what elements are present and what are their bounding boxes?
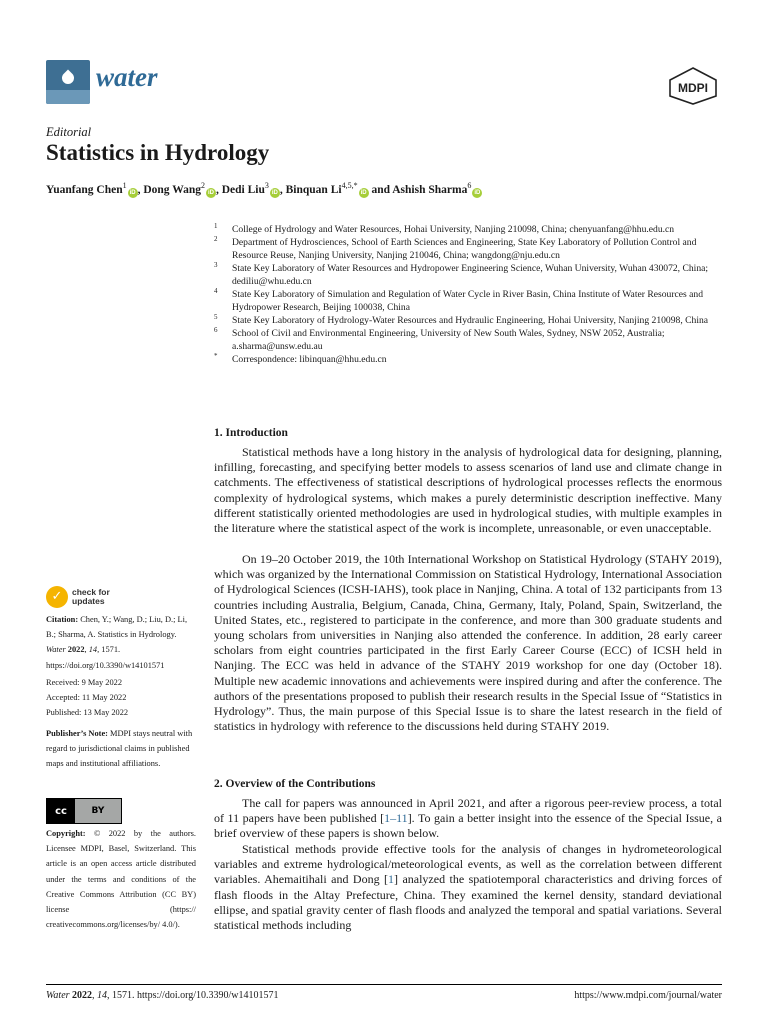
author-name[interactable]: Dedi Liu: [221, 183, 265, 196]
journal-logo: [46, 60, 90, 104]
footer-divider: [46, 984, 722, 985]
footer-citation[interactable]: Water 2022, 14, 1571. https://doi.org/10.3390/w14101571: [46, 990, 279, 1001]
author-separator: ,: [215, 183, 222, 196]
received-date: Received: 9 May 2022: [46, 678, 123, 687]
citation-label: Citation:: [46, 615, 79, 624]
affiliation: [214, 353, 724, 366]
paragraph: [214, 796, 722, 842]
citation-doi[interactable]: , 1571. https://doi.org/10.3390/w14101571: [46, 645, 165, 670]
citation-volume: 14: [88, 645, 98, 655]
date-block: [46, 675, 198, 721]
affiliation-text: College of Hydrology and Water Resources, Hohai University, Nanjing 210098, China; chenyuanfang@hhu.edu.cn: [232, 224, 675, 235]
affiliation-number: 2: [214, 235, 218, 243]
check-updates-label: check for updates: [72, 587, 110, 606]
mdpi-logo-text: MDPI: [678, 81, 708, 95]
orcid-icon[interactable]: iD: [207, 189, 214, 196]
affiliation-text: State Key Laboratory of Simulation and Regulation of Water Cycle in River Basin, China Institute of Water Resources and Hydropower Research, Beijing 100038, China: [232, 289, 704, 313]
paragraph: Statistical methods have a long history in the analysis of hydrological data for designing, planning, infilling, forecasting, and specifying better models to assess scenarios of land use and climate change in catchments. The effectiveness of statistical descriptions of hydrological processes reflects the enormous complexity of hydrological systems, which makes a purely deterministic description ineffective. Many different statistically oriented methodologies are used in hydrological studies, with multiple examples in the literature where the statistical aspect of the work is incomplete, unreasonable, or even unacceptable.: [214, 445, 722, 536]
publisher-note-label: Publisher’s Note:: [46, 729, 108, 738]
author-separator: and: [368, 183, 393, 196]
affiliation-number: 5: [214, 313, 218, 321]
creative-commons-icon: cc: [47, 799, 75, 823]
author-sup: 2: [200, 181, 205, 190]
citation-block: Citation: Chen, Y.; Wang, D.; Liu, D.; Li, B.; Sharma, A. Statistics in Hydrology. Water 2022, 14, 1571. https://doi.org/10.3390/w14101571: [46, 615, 188, 670]
footer-journal: Water: [46, 990, 70, 1001]
copyright-label: Copyright:: [46, 829, 86, 838]
citation-link[interactable]: 1–11: [384, 811, 408, 826]
paragraph: On 19–20 October 2019, the 10th International Workshop on Statistical Hydrology (STAHY 2019), which was organized by the International Commission on Statistical Hydrology, International Association of Hydrological Sciences (ICSH-IAHS), took place in Nanjing, China. A total of 132 participants from 13 countries including Australia, Belgium, Canada, China, Germany, Italy, Poland, Spain, Switzerland, the United States, etc., registered to participate in the conference, and more than 300 graduate students and young scholars from universities in Nanjing also attended the conference. In addition, 28 early career scholars from eight countries participated in the first Early Career Course (ECC) of ICSH held in Nanjing. The ECC was held in advance of the STAHY 2019 workshop for one day (October 18). Multiple new academic innovations and achievements were inspired during and after the conference. The authors of the presentations proposed to publish their research results in the Special Issue of “Statistics in Hydrology”. Thus, the main purpose of this Special Issue is to share the latest research in the field of statistics in hydrology with reference to the discussions held during STAHY 2019.: [214, 552, 722, 734]
citation-link[interactable]: 1: [388, 872, 395, 887]
accepted-date: Accepted: 11 May 2022: [46, 693, 127, 703]
author-name[interactable]: Yuanfang Chen: [46, 183, 123, 196]
publisher-note-text: MDPI stays neutral with regard to jurisdictional claims in published maps and institutional affiliations.: [46, 729, 193, 769]
copyright-block: [46, 826, 196, 932]
citation-journal: Water: [46, 645, 66, 655]
article-type: Editorial: [46, 125, 92, 139]
section-heading: 1. Introduction: [214, 427, 288, 439]
affiliation-list: [214, 223, 724, 366]
author-sup: 4,5,*: [341, 181, 358, 190]
citation-text: Chen, Y.; Wang, D.; Liu, D.; Li, B.; Sharma, A. Statistics in Hydrology.: [46, 615, 188, 640]
paragraph-text: The call for papers was announced in April 2021, and after a rigorous peer-review process, a total of 11 papers have been published [: [214, 796, 722, 826]
citation-year: 2022: [67, 645, 85, 655]
affiliation-text: Correspondence: libinquan@hhu.edu.cn: [232, 354, 387, 365]
orcid-icon[interactable]: iD: [129, 189, 136, 196]
author-name[interactable]: Ashish Sharma: [392, 183, 468, 196]
paragraph-text: Statistical methods provide effective tools for the analysis of changes in hydrometeorological variables and extreme hydrological/meteorological events, as well as the correlation between different variables. Ahemaitihali and Dong [: [214, 842, 722, 887]
mdpi-logo: [666, 66, 720, 106]
footer-year: 2022: [72, 990, 93, 1001]
author-separator: ,: [137, 183, 144, 196]
orcid-icon[interactable]: iD: [360, 189, 367, 196]
author-name[interactable]: Binquan Li: [285, 183, 342, 196]
affiliation-number: 6: [214, 326, 218, 334]
by-attribution-icon: BY: [91, 806, 105, 816]
cc-by-license-badge[interactable]: [46, 798, 122, 824]
affiliation-text: School of Civil and Environmental Engineering, University of New South Wales, Sydney, NSW 2052, Australia; a.sharma@unsw.edu.au: [232, 328, 665, 352]
affiliation-number: 3: [214, 261, 218, 269]
journal-name: water: [96, 62, 158, 92]
published-date: Published: 13 May 2022: [46, 708, 129, 718]
publisher-note: [46, 726, 196, 772]
affiliation: [214, 236, 724, 262]
copyright-text: © 2022 by the authors. Licensee MDPI, Basel, Switzerland. This article is an open access article distributed under the terms and conditions of the Creative Commons Attribution (CC BY) license (https:// creativecommons.org/licenses/by/ 4.0/).: [46, 829, 197, 930]
author-separator: ,: [279, 183, 286, 196]
affiliation: [214, 223, 724, 236]
paragraph: [214, 842, 722, 933]
affiliation: [214, 288, 724, 314]
water-drop-icon: [60, 70, 77, 87]
affiliation-number: 1: [214, 222, 218, 230]
orcid-icon[interactable]: iD: [271, 189, 278, 196]
footer-volume: 14: [97, 990, 108, 1001]
paragraph-text: ] analyzed the spatiotemporal characteristics and driving forces of flash floods in the Altay Prefecture, China. They examined the kernel density, standard deviational ellipse, and spatial gravity center of flash floods and analyzed the temporal and spatial variations. Several statistical methods including: [214, 872, 722, 933]
author-sup: 6: [467, 181, 472, 190]
checkmark-icon: ✓: [46, 586, 68, 608]
affiliation: [214, 262, 724, 288]
author-sup: 3: [264, 181, 269, 190]
author-sup: 1: [122, 181, 127, 190]
affiliation: [214, 327, 724, 353]
section-heading: 2. Overview of the Contributions: [214, 778, 376, 790]
page-title: Statistics in Hydrology: [46, 140, 270, 165]
author-list: [46, 181, 482, 198]
orcid-icon[interactable]: iD: [474, 189, 481, 196]
journal-url-link[interactable]: https://www.mdpi.com/journal/water: [574, 990, 722, 1001]
affiliation: [214, 314, 724, 327]
affiliation-text: Department of Hydrosciences, School of Earth Sciences and Engineering, State Key Laboratory of Pollution Control and Resource Reuse, Nanjing University, Nanjing 210046, China; wangdong@nju.edu.cn: [232, 237, 697, 261]
affiliation-text: State Key Laboratory of Water Resources and Hydropower Engineering Science, Wuhan University, Wuhan 430072, China; dediliu@whu.edu.cn: [232, 263, 709, 287]
author-name[interactable]: Dong Wang: [143, 183, 201, 196]
check-for-updates-button[interactable]: [46, 586, 116, 608]
footer-doi: , 1571. https://doi.org/10.3390/w14101571: [107, 990, 279, 1001]
affiliation-text: State Key Laboratory of Hydrology-Water Resources and Hydraulic Engineering, Hohai University, Nanjing 210098, China: [232, 315, 709, 326]
affiliation-number: *: [214, 352, 218, 360]
affiliation-number: 4: [214, 287, 218, 295]
paragraph-text: ]. To gain a better insight into the essence of the Special Issue, a brief overview of these papers is shown below.: [214, 811, 722, 841]
